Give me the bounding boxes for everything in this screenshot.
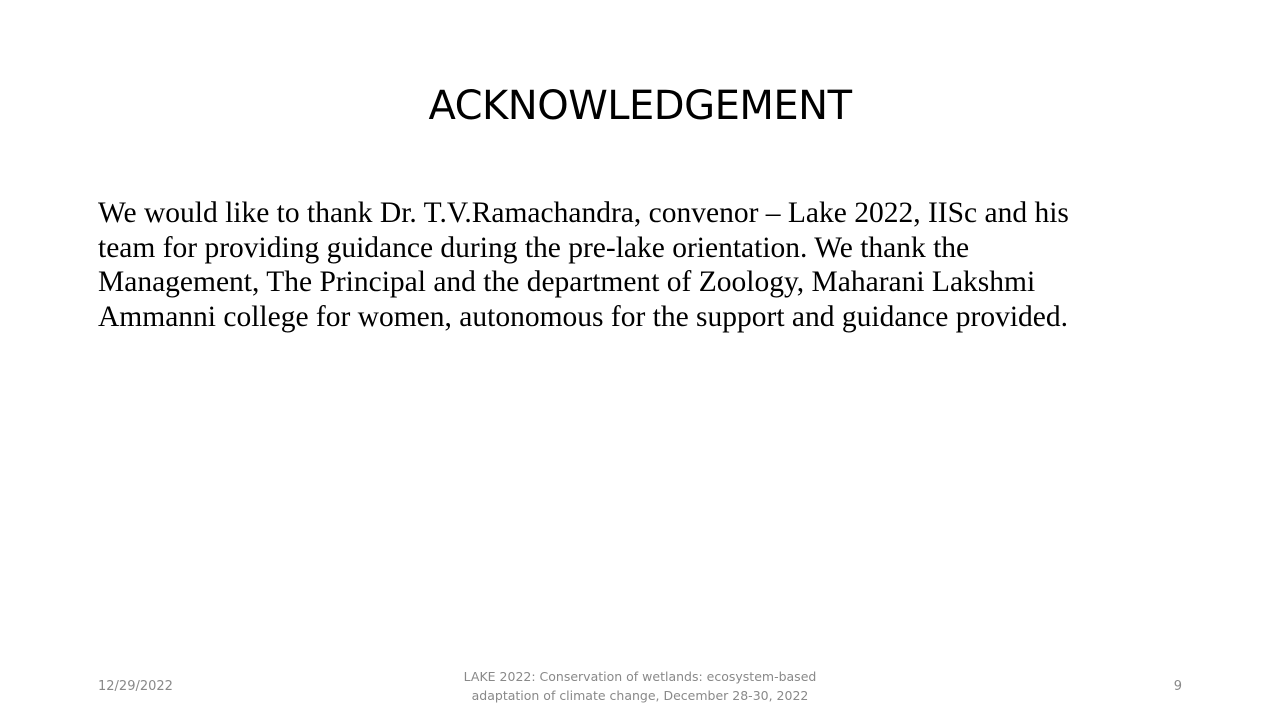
- footer-date: 12/29/2022: [98, 679, 173, 694]
- slide-title: ACKNOWLEDGEMENT: [428, 83, 852, 129]
- body-line: We would like to thank Dr. T.V.Ramachandra, convenor – Lake 2022, IISc and his: [98, 197, 1069, 229]
- body-line: team for providing guidance during the pre-lake orientation. We thank the: [98, 231, 970, 264]
- body-line: Management, The Principal and the department of Zoology, Maharani Lakshmi: [98, 266, 1036, 298]
- body-line: Ammanni college for women, autonomous for the support and guidance provided.: [98, 300, 1068, 333]
- footer-event-title: [440, 668, 840, 705]
- footer-event-line: LAKE 2022: Conservation of wetlands: ecosystem-based: [463, 669, 817, 684]
- acknowledgement-text: [98, 196, 1188, 334]
- slide-number: 9: [1173, 679, 1182, 694]
- footer-event-line: adaptation of climate change, December 28-30, 2022: [471, 687, 809, 703]
